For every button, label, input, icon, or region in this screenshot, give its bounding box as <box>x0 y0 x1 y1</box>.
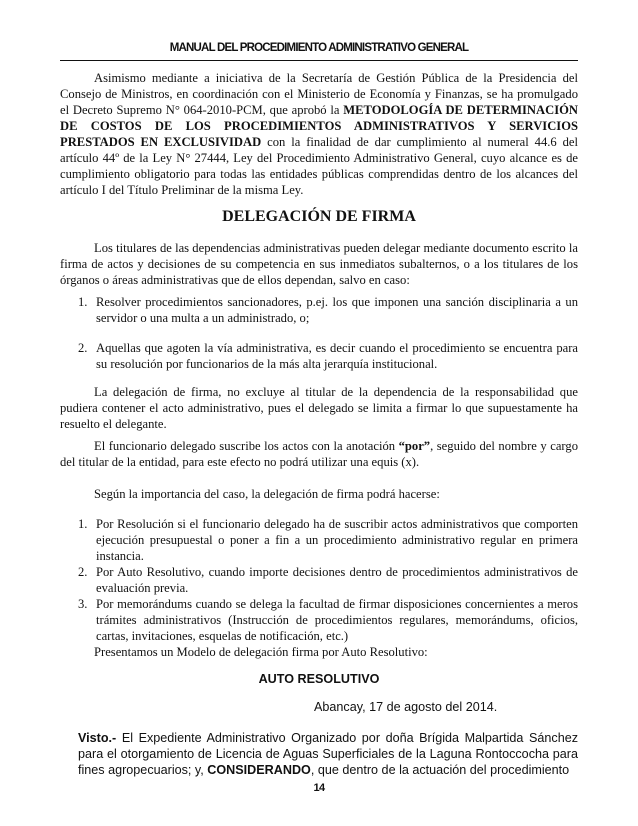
visto-label: Visto.- <box>78 731 117 745</box>
list-item-number: 1. <box>78 517 88 531</box>
list-item-number: 3. <box>78 597 88 611</box>
list-item-text: Resolver procedimientos sancionadores, p.ej. los que imponen una sanción disciplinaria a un servidor o una multa a un administrado, o; <box>96 295 578 325</box>
intro-bold-text: METODOLOGÍA DE DETERMINACIÓN DE COSTOS DE LOS PROCEDIMIENTOS ADMINISTRATIVOS Y SERVICIOS PRESTADOS EN EXCLUSIVIDAD <box>60 103 578 149</box>
list-item-text: Por Auto Resolutivo, cuando importe decisiones dentro de procedimientos administrativos de evaluación previa. <box>96 565 578 595</box>
list-item-number: 2. <box>78 565 88 579</box>
intro-text-1: Asimismo mediante a iniciativa de la Secretaría de Gestión Pública de la Presidencia del Consejo de Ministros, en coordinación con el Ministerio de Economía y Finanzas, se ha promulgado el Decreto Supremo N° 064-2010-PCM, que aprobó la <box>60 71 578 117</box>
paragraph-responsibility: La delegación de firma, no excluye al titular de la dependencia de la responsabilidad que pudiera contener el acto administrativo, pues el delegado se limita a firmar lo que supuestamente ha resuelto el delegante. <box>60 385 578 431</box>
list-item-number: 2. <box>78 341 88 355</box>
exceptions-list <box>60 294 578 372</box>
list-item <box>60 294 578 326</box>
list-item <box>60 564 578 596</box>
paragraph-model: Presentamos un Modelo de delegación firma por Auto Resolutivo: <box>94 645 428 659</box>
section-title: DELEGACIÓN DE FIRMA <box>222 208 416 225</box>
list-item-text: Aquellas que agoten la vía administrativa, es decir cuando el procedimiento se encuentra para su resolución por funcionarios de la más alta jerarquía institucional. <box>96 341 578 371</box>
intro-paragraph <box>60 70 578 198</box>
list-item-text: Por Resolución si el funcionario delegado ha de suscribir actos administrativos que comporten ejecución presupuestal o poner a fin a un procedimiento administrativo regular en primera instancia. <box>96 517 578 563</box>
running-header: MANUAL DEL PROCEDIMIENTO ADMINISTRATIVO GENERAL <box>169 42 469 54</box>
list-item <box>60 340 578 372</box>
delegation-forms-list <box>60 516 578 644</box>
visto-text-1: El Expediente Administrativo Organizado por doña Brígida Malpartida Sánchez para el otorgamiento de Licencia de Aguas Superficiales de la Laguna Rontoccocha para fines agropecuarios; y, <box>78 731 578 777</box>
list-item <box>60 516 578 564</box>
header-rule <box>60 60 578 61</box>
document-date: Abancay, 17 de agosto del 2014. <box>314 700 498 714</box>
visto-text-2: , que dentro de la actuación del procedimiento <box>310 763 570 777</box>
visto-paragraph <box>78 730 578 778</box>
paragraph-importance: Según la importancia del caso, la delegación de firma podrá hacerse: <box>94 487 440 501</box>
annotation-text-2: , seguido del nombre y cargo del titular de la entidad, para este efecto no podrá utilizar una equis (x). <box>60 439 578 469</box>
intro-text-2: con la finalidad de dar cumplimiento al numeral 44.6 del artículo 44º de la Ley N° 27444, Ley del Procedimiento Administrativo General, cuyo alcance es de cumplimiento obligatorio para todas las entidades públicas comprendidas dentro de los alcances del artículo I del Título Preliminar de la misma Ley. <box>60 135 578 197</box>
list-item-text: Por memorándums cuando se delega la facultad de firmar disposiciones concernientes a meros trámites administrativos (Instrucción de procedimientos regulares, memorándums, oficios, cartas, invitaciones, esquelas de notificación, etc.) <box>96 597 578 643</box>
paragraph-delegation: Los titulares de las dependencias administrativas pueden delegar mediante documento escrito la firma de actos y decisiones de su competencia en sus inmediatos subalternos, o a los titulares de los órganos o áreas administrativas que de ellos dependan, salvo en caso: <box>60 241 578 287</box>
annotation-bold-text: “por” <box>398 439 431 453</box>
paragraph-annotation <box>60 438 578 470</box>
list-item-number: 1. <box>78 295 88 309</box>
considerando-bold: CONSIDERANDO <box>207 763 311 777</box>
list-item <box>60 596 578 644</box>
page-number: 14 <box>313 782 325 794</box>
auto-resolutivo-title: AUTO RESOLUTIVO <box>258 672 380 686</box>
annotation-text-1: El funcionario delegado suscribe los actos con la anotación <box>94 439 399 453</box>
